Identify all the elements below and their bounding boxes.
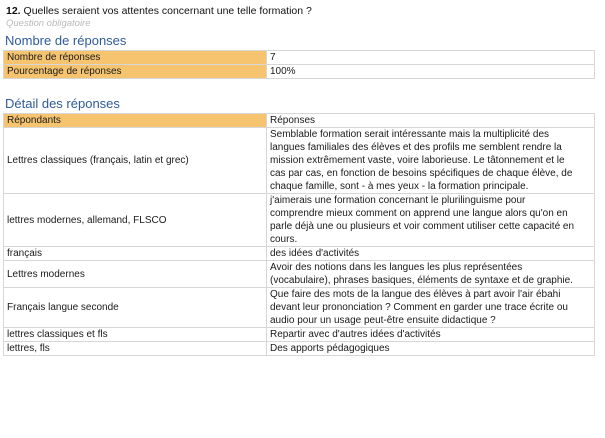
table-row [4, 328, 595, 342]
response-count-title: Nombre de réponses [5, 33, 127, 48]
table-row [4, 51, 595, 65]
response-count-table [3, 50, 595, 79]
table-row [4, 288, 595, 328]
answer-cell: des idées d'activités [267, 247, 595, 261]
count-label: Nombre de réponses [4, 51, 267, 65]
table-row [4, 342, 595, 356]
respondent-cell: lettres, fls [4, 342, 267, 356]
answer-cell: Repartir avec d'autres idées d'activités [267, 328, 595, 342]
question-text: Quelles seraient vos attentes concernant une telle formation ? [23, 5, 312, 17]
respondent-cell: Lettres classiques (français, latin et grec) [4, 128, 267, 194]
respondents-header: Répondants [4, 114, 267, 128]
respondent-cell: lettres modernes, allemand, FLSCO [4, 194, 267, 247]
table-header-row [4, 114, 595, 128]
mandatory-note: Question obligatoire [6, 18, 91, 29]
table-row [4, 247, 595, 261]
count-value: 7 [267, 51, 595, 65]
question-number: 12. [6, 5, 21, 17]
answer-cell: Avoir des notions dans les langues les plus représentées (vocabulaire), phrases basiques, éléments de syntaxe et de graphie. [267, 261, 595, 288]
response-detail-table [3, 113, 595, 356]
answer-cell: Que faire des mots de la langue des élèves à part avoir l'air ébahi devant leur prononciation ? Comment en garder une trace écrite ou audio pour un usage peut-être ensuite didactique ? [267, 288, 595, 328]
respondent-cell: français [4, 247, 267, 261]
table-row [4, 194, 595, 247]
respondent-cell: Français langue seconde [4, 288, 267, 328]
response-detail-title: Détail des réponses [5, 96, 120, 111]
respondent-cell: lettres classiques et fls [4, 328, 267, 342]
percentage-value: 100% [267, 65, 595, 79]
answer-cell: Semblable formation serait intéressante mais la multiplicité des langues familiales des élèves et des profils me semblent rendre la mission extrêmement vaste, voire laborieuse. Le tâtonnement et le cas par cas, en fonction de besoins spécifiques de chaque élève, de chaque famille, sont - à mes yeux - la formation principale. [267, 128, 595, 194]
percentage-label: Pourcentage de réponses [4, 65, 267, 79]
answer-cell: j'aimerais une formation concernant le plurilinguisme pour comprendre mieux comment on apprend une langue alors qu'on en parle déjà une ou plusieurs et voir comment utiliser cette capacité en cours. [267, 194, 595, 247]
answers-header: Réponses [267, 114, 595, 128]
table-row [4, 65, 595, 79]
table-row [4, 128, 595, 194]
answer-cell: Des apports pédagogiques [267, 342, 595, 356]
table-row [4, 261, 595, 288]
respondent-cell: Lettres modernes [4, 261, 267, 288]
question-heading [6, 5, 312, 17]
